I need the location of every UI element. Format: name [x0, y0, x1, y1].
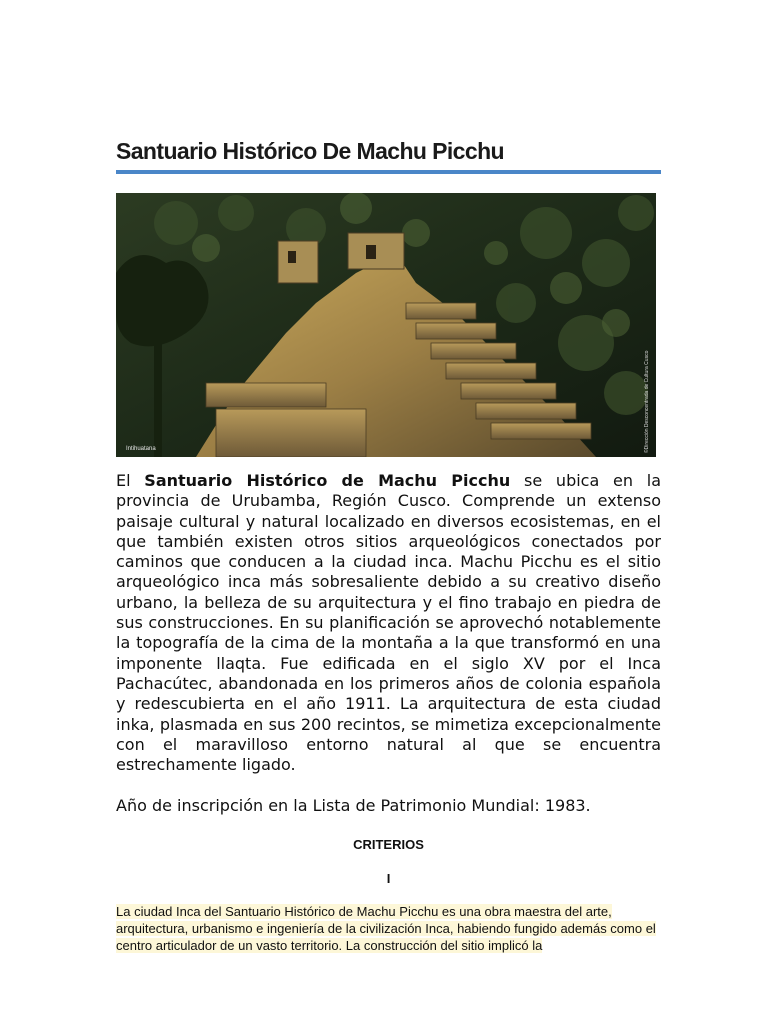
intro-bold-name: Santuario Histórico de Machu Picchu — [144, 471, 511, 490]
photo-caption-right: ©Dirección Desconcentrada de Cultura Cusco — [644, 350, 650, 453]
criteria-heading: CRITERIOS — [353, 837, 424, 852]
criterion-numeral: I — [386, 871, 391, 886]
intro-paragraph — [116, 471, 661, 775]
title-underline — [116, 170, 661, 174]
criterion-text-highlight: La ciudad Inca del Santuario Histórico de Machu Picchu es una obra maestra del arte, arquitectura, urbanismo e ingeniería de la civilización Inca, habiendo fungido además como el centro articulador de un vasto territorio. La construcción del sitio implicó la — [116, 904, 656, 953]
photo-illustration — [116, 193, 656, 457]
intro-lead: El — [116, 471, 145, 490]
criterion-text — [116, 903, 661, 954]
page-title: Santuario Histórico De Machu Picchu — [116, 138, 504, 164]
photo-caption-left: Intihuatana — [126, 446, 156, 452]
machu-picchu-photo — [116, 193, 656, 457]
inscription-year: Año de inscripción en la Lista de Patrimonio Mundial: 1983. — [116, 796, 591, 815]
intro-rest: se ubica en la provincia de Urubamba, Región Cusco. Comprende un extenso paisaje cultural y natural localizado en diversos ecosistemas, en el que también existen otros sitios arqueológicos conectados por caminos que conducen a la ciudad inca. Machu Picchu es el sitio arqueológico inca más sobresaliente debido a su creativo diseño urbano, la belleza de su arquitectura y el fino trabajo en piedra de sus construcciones. En su planificación se aprovechó notablemente la topografía de la cima de la montaña a la que transformó en una imponente llaqta. Fue edificada en el siglo XV por el Inca Pachacútec, abandonada en los primeros años de colonia española y redescubierta en el año 1911. La arquitectura de esta ciudad inka, plasmada en sus 200 recintos, se mimetiza excepcionalmente con el maravilloso entorno natural al que se encuentra estrechamente ligado. — [116, 471, 661, 775]
